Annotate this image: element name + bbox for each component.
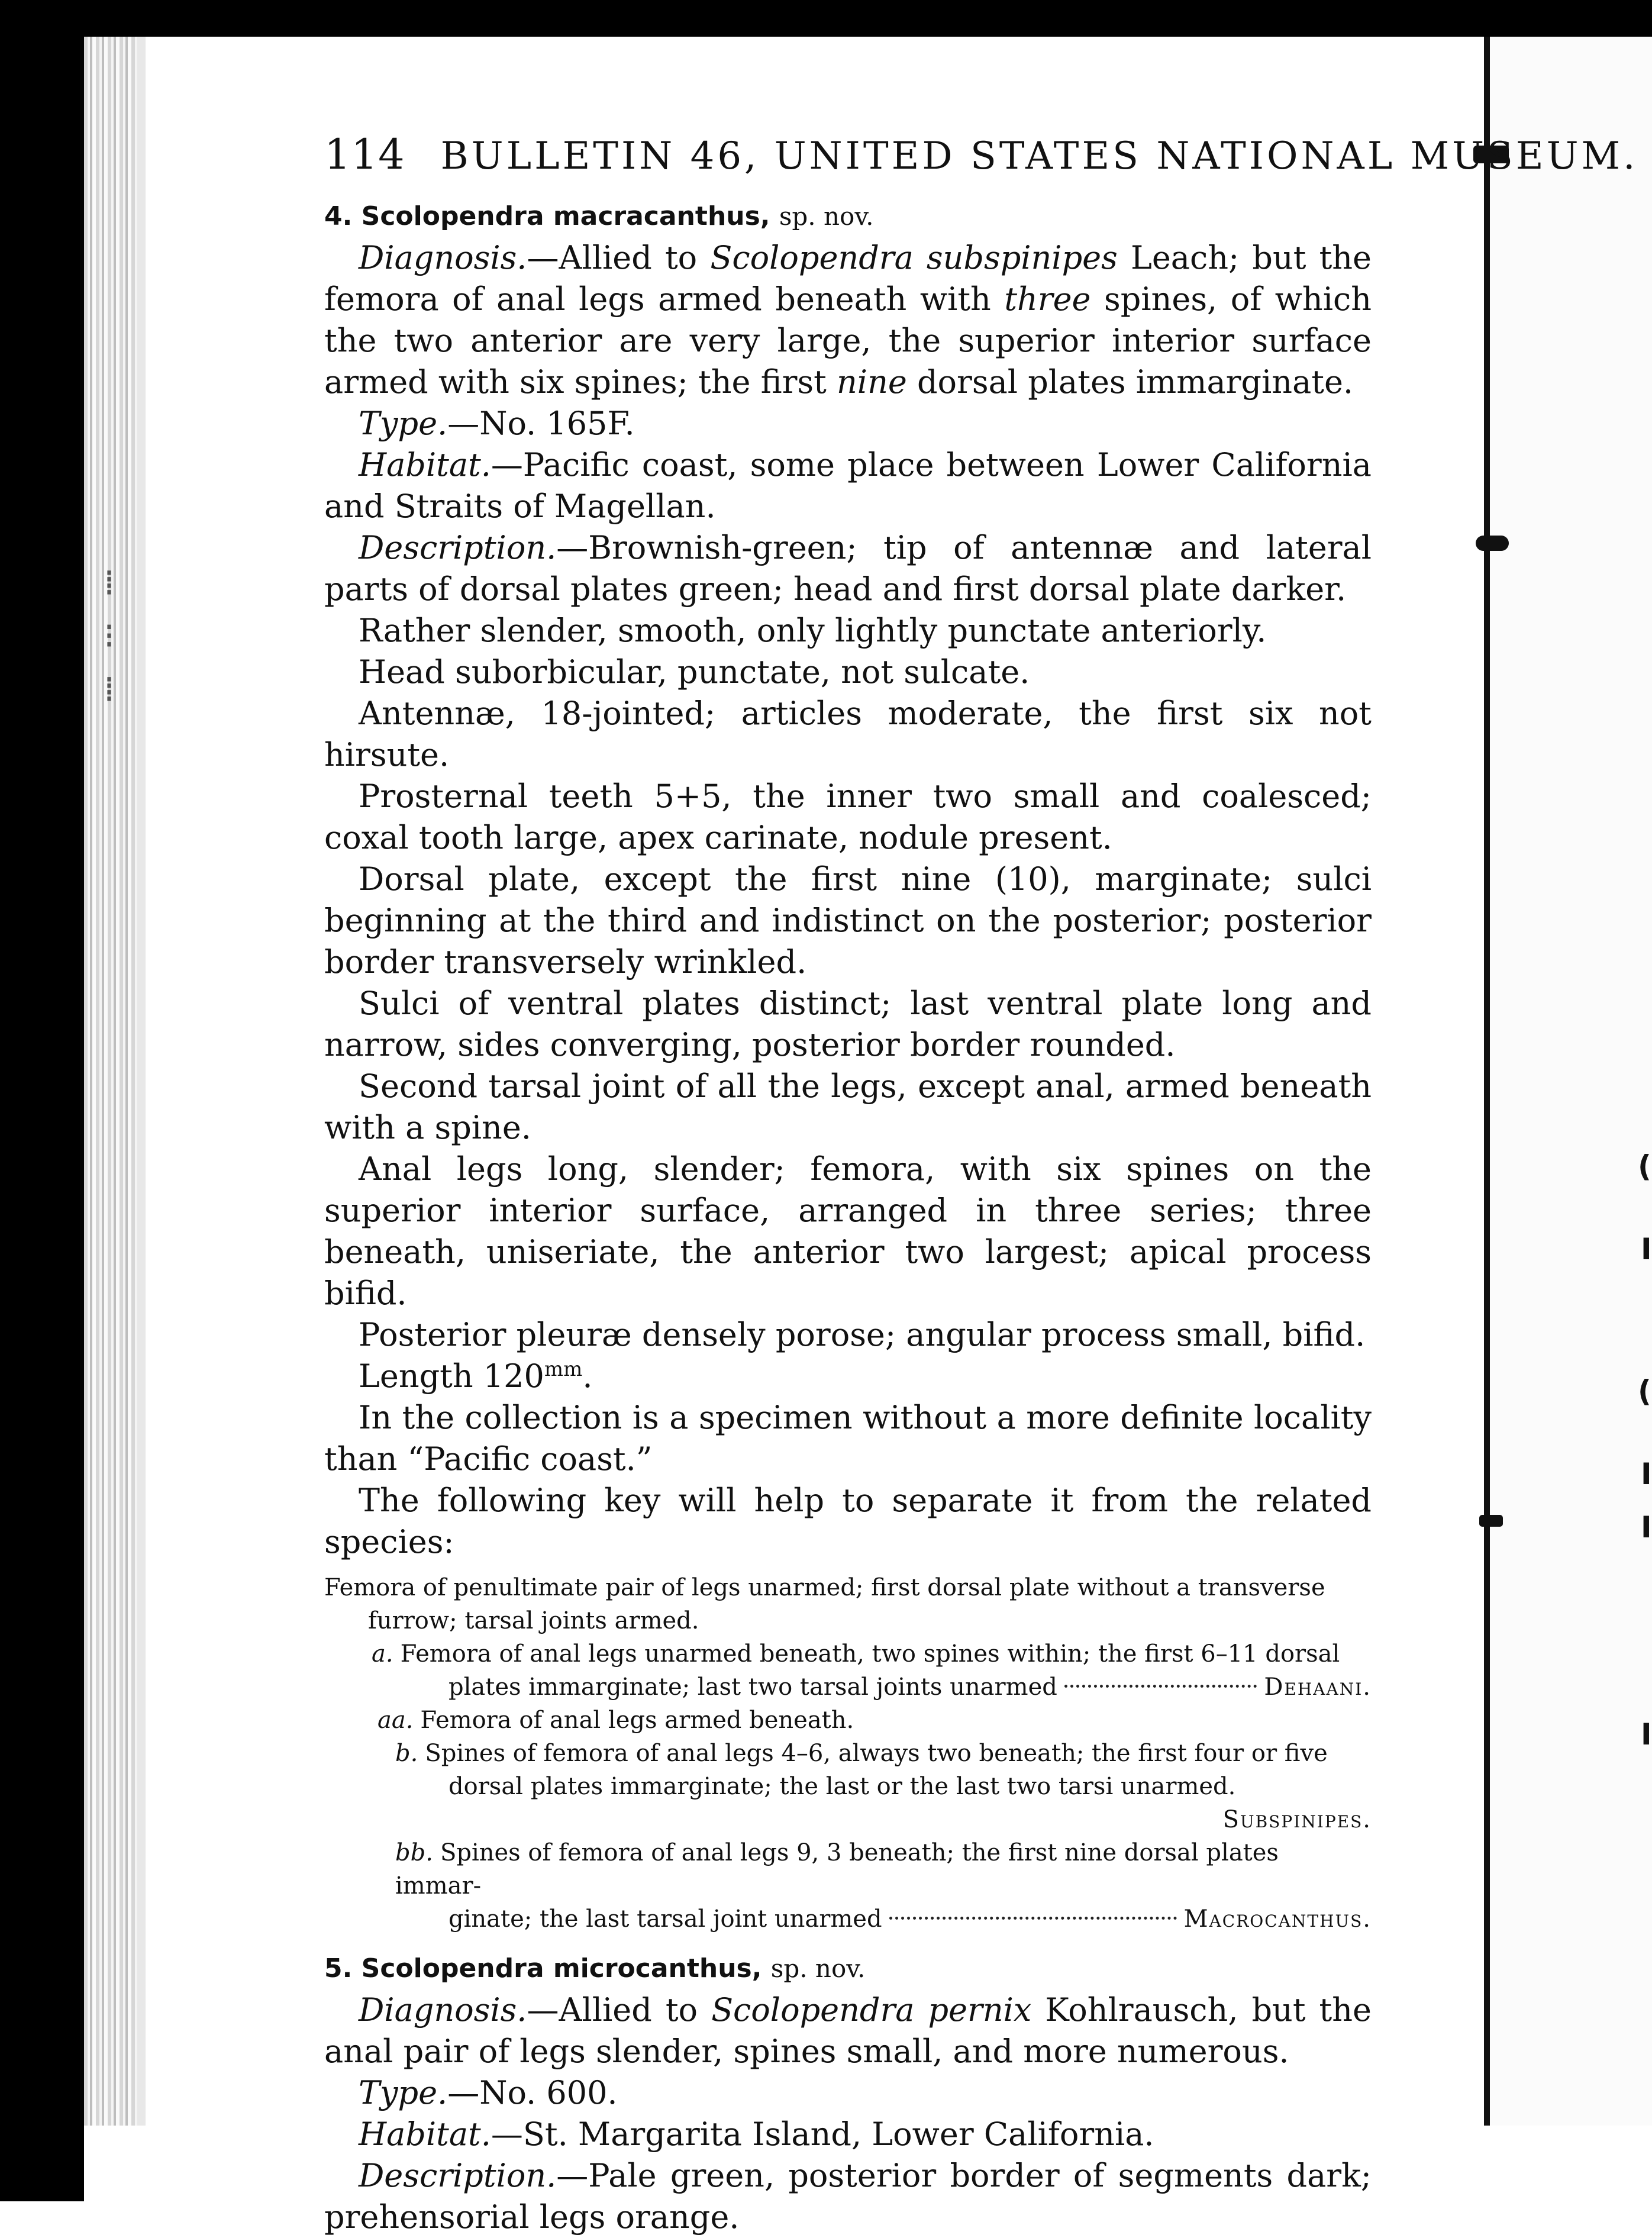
key-couplet <box>324 1571 1372 1637</box>
text-run: dorsal plates immarginate. <box>906 363 1354 401</box>
species-result: Macrocanthus. <box>1183 1905 1372 1933</box>
text-run: —Pacific coast, some place between Lower California and Straits of Magellan. <box>324 446 1372 525</box>
text-run: —Allied to <box>527 239 711 276</box>
key-letter: aa. <box>377 1707 414 1734</box>
body-paragraph: Sulci of ventral plates distinct; last ventral plate long and narrow, sides converging, posterior border rounded. <box>324 985 1372 1063</box>
running-header <box>324 130 1638 179</box>
body-paragraph: Antennæ, 18-jointed; articles moderate, the first six not hirsute. <box>324 695 1372 773</box>
text-run: Leach; but the femora of anal legs armed beneath with <box>324 239 1372 318</box>
type-paragraph <box>324 403 1372 444</box>
length-paragraph <box>324 1356 1372 1397</box>
species-reference: Scolopendra pernix <box>711 1991 1032 2029</box>
text-run: —Allied to <box>527 1991 712 2029</box>
habitat-label: Habitat. <box>359 2116 491 2153</box>
scan-left-border <box>0 0 84 2201</box>
facing-page-edge <box>1490 37 1652 2126</box>
body-paragraph: Second tarsal joint of all the legs, except anal, armed beneath with a spine. <box>324 1068 1372 1146</box>
body-paragraph: Dorsal plate, except the first nine (10), marginate; sulci beginning at the third and indistinct on the posterior; posterior border transversely wrinkled. <box>324 860 1372 981</box>
type-label: Type. <box>359 2074 448 2111</box>
text-run: dorsal plates immarginate; the last or the last two tarsi unarmed. <box>449 1773 1236 1800</box>
facing-page-glyph: I <box>1641 1232 1652 1266</box>
running-head: BULLETIN 46, UNITED STATES NATIONAL MUSEUM. <box>440 134 1638 178</box>
species-reference: Scolopendra subspinipes <box>710 239 1118 276</box>
facing-page-glyph: ( <box>1638 1374 1651 1408</box>
key-letter: bb. <box>395 1839 433 1866</box>
habitat-paragraph <box>324 2114 1372 2155</box>
text-run: spines, of which the two anterior are very large, the superior interior surface armed with six spines; the first <box>324 280 1372 401</box>
description-label: Description. <box>359 2157 557 2194</box>
key-entry-a <box>324 1637 1372 1671</box>
type-paragraph <box>324 2072 1372 2114</box>
habitat-paragraph <box>324 444 1372 527</box>
species-name: 4. Scolopendra macracanthus, <box>324 201 770 231</box>
text-run: —St. Margarita Island, Lower California. <box>491 2116 1154 2153</box>
habitat-label: Habitat. <box>359 446 491 483</box>
text-run: Femora of penultimate pair of legs unarmed; first dorsal plate without a transverse <box>324 1574 1325 1601</box>
dot-leader <box>889 1917 1177 1920</box>
key-entry-a-result <box>324 1671 1372 1704</box>
collection-paragraph: In the collection is a specimen without a more definite locality than “Pacific coast.” <box>324 1399 1372 1478</box>
text-run: —No. 600. <box>447 2074 618 2111</box>
emphasis: nine <box>837 363 907 401</box>
text-run: Spines of femora of anal legs 9, 3 beneath; the first nine dorsal plates immar- <box>395 1839 1279 1900</box>
key-entry-b-line2 <box>324 1770 1372 1803</box>
body-paragraph: Anal legs long, slender; femora, with six spines on the superior interior surface, arranged in three series; three beneath, uniseriate, the anterior two largest; apical process bifid. <box>324 1150 1372 1312</box>
description-paragraph <box>324 527 1372 610</box>
body-paragraph: Rather slender, smooth, only lightly punctate anteriorly. <box>359 612 1267 649</box>
key-letter: b. <box>395 1740 418 1767</box>
book-gutter-line <box>1484 37 1490 2126</box>
sp-nov-label: sp. nov. <box>779 202 874 231</box>
text-run: Femora of anal legs unarmed beneath, two spines within; the first 6–11 dorsal <box>400 1640 1340 1668</box>
text-run: Femora of anal legs armed beneath. <box>420 1707 854 1734</box>
text-run: furrow; tarsal joints armed. <box>368 1607 699 1634</box>
facing-page-glyph: I <box>1641 1457 1652 1491</box>
binding-clip-mark <box>1476 536 1509 551</box>
sp-nov-label: sp. nov. <box>770 1954 866 1983</box>
page-text <box>324 130 1638 2238</box>
page-shadow <box>137 37 146 2126</box>
text-run: —Pale green, posterior border of segments dark; prehensorial legs orange. <box>324 2157 1372 2236</box>
facing-page-glyph: I <box>1641 1717 1652 1752</box>
type-label: Type. <box>359 405 448 442</box>
species-name: 5. Scolopendra microcanthus, <box>324 1953 762 1984</box>
facing-page-glyph: I <box>1641 1510 1652 1544</box>
species-heading <box>324 1953 1372 1984</box>
binding-clip-mark <box>1479 1515 1503 1527</box>
text-run: . <box>582 1357 593 1395</box>
page-number: 114 <box>324 130 405 179</box>
diagnosis-paragraph <box>324 237 1372 403</box>
key-entry-bb <box>324 1836 1372 1902</box>
scan-top-border <box>0 0 1652 37</box>
body-paragraph: Posterior pleuræ densely porose; angular process small, bifid. <box>359 1316 1366 1353</box>
text-run: Kohlrausch, but the anal pair of legs slender, spines small, and more numerous. <box>324 1991 1372 2070</box>
body-paragraph: Prosternal teeth 5+5, the inner two small and coalesced; coxal tooth large, apex carinate, nodule present. <box>324 778 1372 856</box>
diagnosis-label: Diagnosis. <box>359 239 527 276</box>
species-result: Dehaani. <box>1264 1673 1372 1701</box>
key-letter: a. <box>372 1640 393 1668</box>
description-paragraph <box>324 2155 1372 2238</box>
text-run: —Brownish-green; tip of antennæ and lateral parts of dorsal plates green; head and first dorsal plate darker. <box>324 529 1372 608</box>
species-result: Subspinipes. <box>1222 1806 1372 1833</box>
stacked-page-edges <box>84 37 137 2126</box>
identification-key <box>324 1571 1372 1936</box>
dot-leader <box>1064 1685 1257 1688</box>
key-entry-aa <box>324 1704 1372 1737</box>
text-run: ginate; the last tarsal joint unarmed <box>449 1905 882 1933</box>
emphasis: three <box>1004 280 1091 318</box>
key-entry-bb-result <box>324 1902 1372 1936</box>
text-run: Length 120 <box>359 1357 544 1395</box>
facing-page-glyph: ( <box>1638 1149 1651 1184</box>
description-label: Description. <box>359 529 557 566</box>
diagnosis-label: Diagnosis. <box>359 1991 527 2029</box>
text-run: —No. 165F. <box>447 405 635 442</box>
bleed-through-marks: ⁞ ⁝ ⁞ <box>104 562 115 710</box>
diagnosis-paragraph <box>324 1989 1372 2072</box>
text-run: Spines of femora of anal legs 4–6, always two beneath; the first four or five <box>425 1740 1328 1767</box>
body-paragraph: Head suborbicular, punctate, not sulcate. <box>359 653 1030 691</box>
species-heading <box>324 201 1372 231</box>
text-run: plates immarginate; last two tarsal joints unarmed <box>449 1673 1057 1701</box>
key-entry-b <box>324 1737 1372 1770</box>
unit-superscript: mm <box>544 1357 583 1381</box>
key-intro-paragraph: The following key will help to separate it from the related species: <box>324 1482 1372 1560</box>
section-gap <box>324 1936 1372 1953</box>
